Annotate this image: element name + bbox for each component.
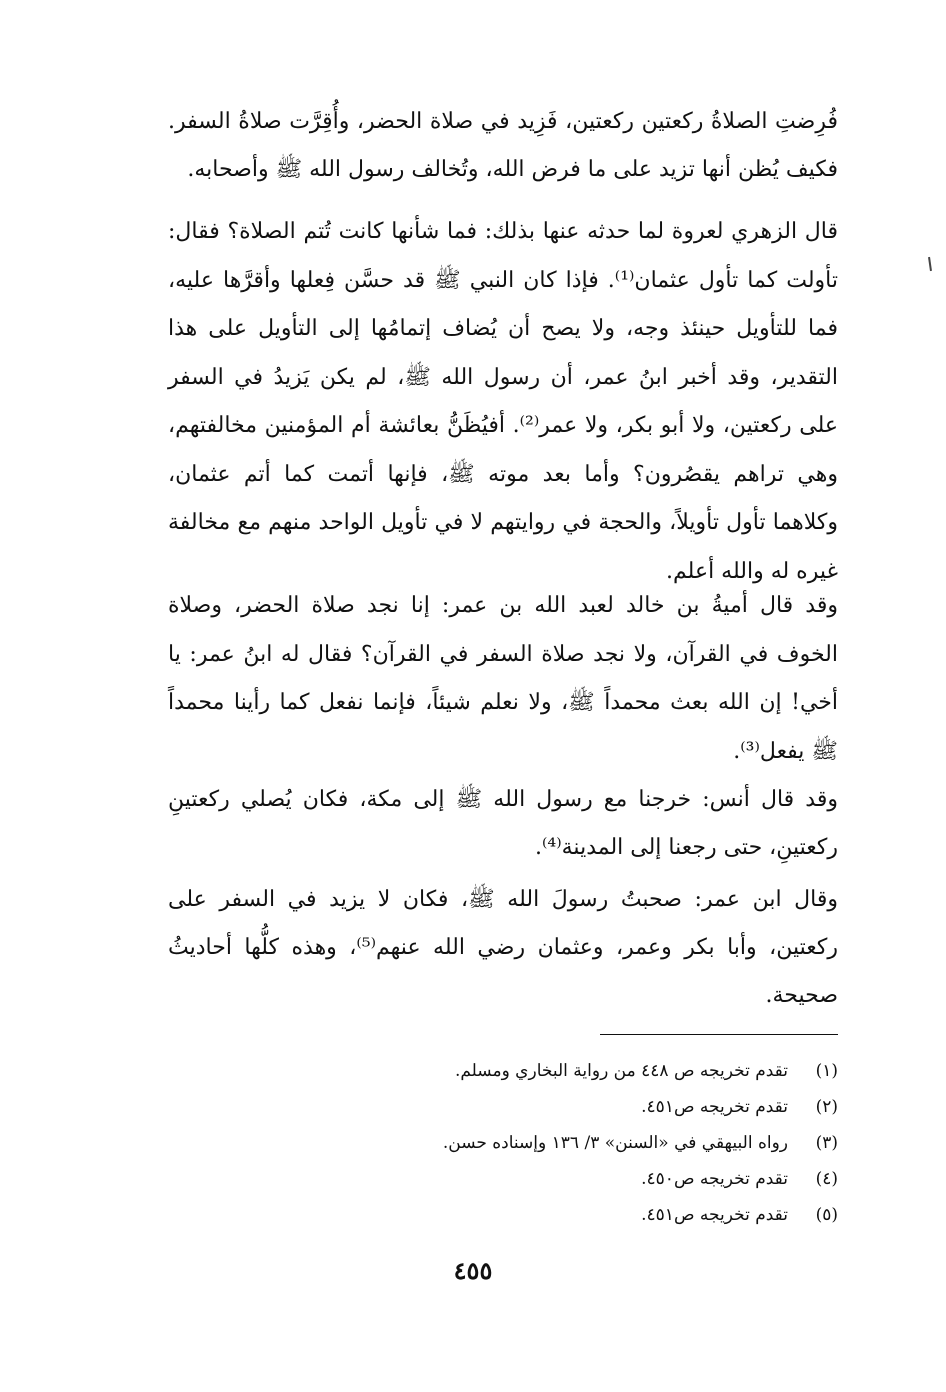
margin-mark (928, 257, 932, 271)
paragraph-text: فُرِضتِ الصلاةُ ركعتين ركعتين، فَزِيد في صلاة الحضر، وأُقِرَّت صلاةُ السفر. فكيف يُظن أنها تزيد على ما فرض الله، وتُخالف رسول الله ﷺ وأصحابه. (168, 109, 838, 182)
footnote-2 (300, 1089, 838, 1125)
footnote-number: (٤) (815, 1169, 838, 1189)
footnote-text: تقدم تخريجه ص ٤٤٨ من رواية البخاري ومسلم. (454, 1061, 788, 1081)
footnote-divider (600, 1034, 838, 1035)
paragraph-text: وقد قال أنس: خرجنا مع رسول الله ﷺ إلى مكة، فكان يُصلي ركعتينِ ركعتينِ، حتى رجعنا إلى المدينة⁽⁴⁾. (168, 787, 838, 860)
paragraph-1 (168, 98, 838, 194)
paragraph-5 (168, 876, 838, 1020)
paragraph-text: قال الزهري لعروة لما حدثه عنها بذلك: فما شأنها كانت تُتم الصلاة؟ فقال: تأولت كما تأول عثمان⁽¹⁾. فإذا كان النبي ﷺ قد حسَّن فِعلها وأقرَّها عليه، فما للتأويل حينئذ وجه، ولا يصح أن يُضاف إتمامُها إلى التأويل على هذا التقدير، وقد أخبر ابنُ عمر، أن رسول الله ﷺ، لم يكن يَزيدُ في السفر على ركعتين، ولا أبو بكر، ولا عمر⁽²⁾. أفيُظَنُّ بعائشة أم المؤمنين مخالفتهم، وهي تراهم يقصُرون؟ وأما بعد موته ﷺ، فإنها أتمت كما أتم عثمان، وكلاهما تأول تأويلاً، والحجة في روايتهم لا في تأويل الواحد منهم مع مخالفة غيره له والله أعلم. (168, 219, 839, 584)
paragraph-3 (168, 582, 838, 776)
footnote-1 (300, 1053, 838, 1089)
footnote-3 (300, 1125, 838, 1161)
paragraph-2 (168, 208, 838, 596)
paragraph-text: وقال ابن عمر: صحبتُ رسولَ الله ﷺ، فكان لا يزيد في السفر على ركعتين، وأبا بكر وعمر، وعثمان رضي الله عنهم⁽⁵⁾، وهذه كلُّها أحاديثُ صحيحة. (168, 887, 838, 1008)
paragraph-4 (168, 776, 838, 872)
footnote-text: رواه البيهقي في «السنن» ٣/ ١٣٦ وإسناده حسن. (442, 1133, 788, 1153)
footnote-number: (٥) (815, 1205, 838, 1225)
footnote-number: (٢) (815, 1097, 838, 1117)
footnote-text: تقدم تخريجه ص٤٥٠. (641, 1169, 788, 1189)
footnote-5 (300, 1197, 838, 1233)
footnotes (300, 1053, 838, 1233)
footnote-text: تقدم تخريجه ص٤٥١. (641, 1205, 788, 1225)
footnote-number: (٣) (815, 1133, 838, 1153)
footnote-text: تقدم تخريجه ص٤٥١. (641, 1097, 788, 1117)
page-number: ٤٥٥ (453, 1256, 493, 1285)
paragraph-text: وقد قال أميةُ بن خالد لعبد الله بن عمر: إنا نجد صلاة الحضر، وصلاة الخوف في القرآن، ولا نجد صلاة السفر في القرآن؟ فقال له ابنُ عمر: يا أخي! إن الله بعث محمداً ﷺ، ولا نعلم شيئاً، فإنما نفعل كما رأينا محمداً ﷺ يفعل⁽³⁾. (168, 593, 838, 764)
footnote-4 (300, 1161, 838, 1197)
footnote-number: (١) (815, 1061, 838, 1081)
